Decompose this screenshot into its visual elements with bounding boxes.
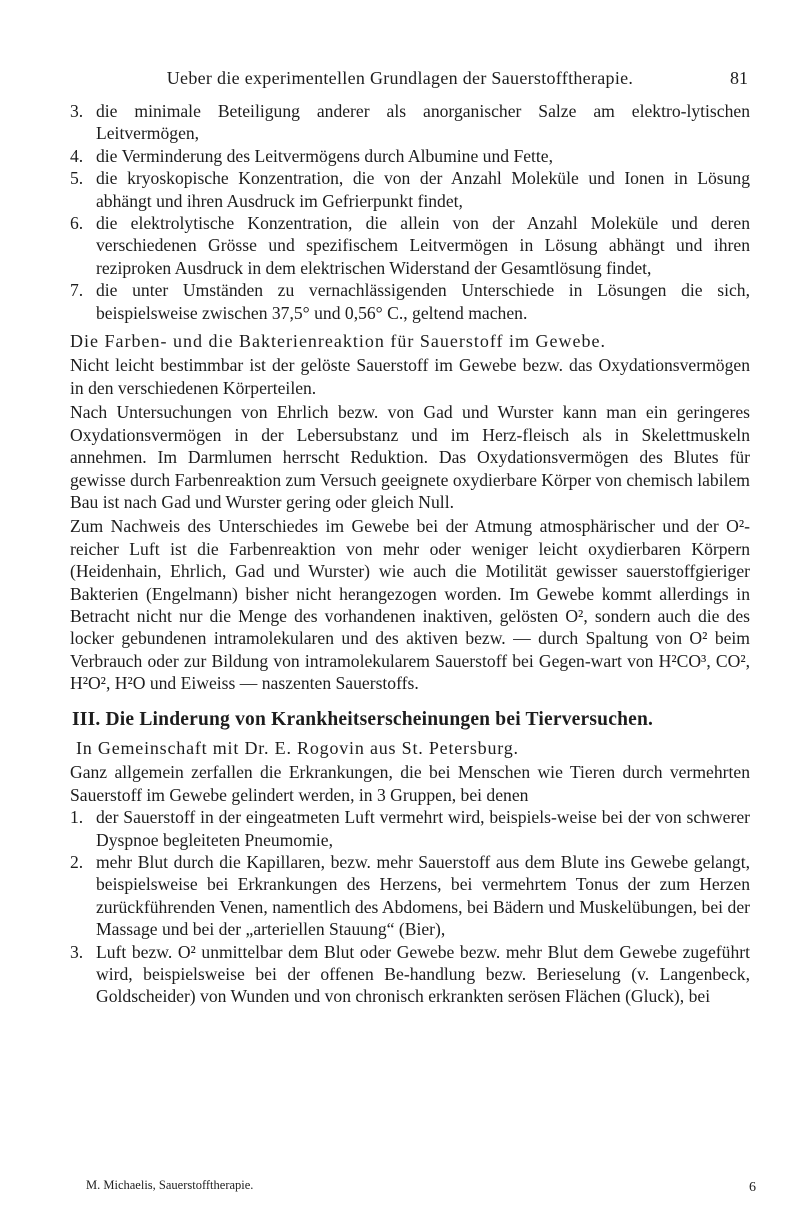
list-item	[70, 279, 750, 324]
list-item	[70, 212, 750, 279]
paragraph: Nach Untersuchungen von Ehrlich bezw. von Gad und Wurster kann man ein geringeres Oxydationsvermögen in der Lebersubstanz und im Herz-fleisch als in Skelettmuskeln annehmen. Im Darmlumen herrscht Reduktion. Das Oxydationsvermögen des Blutes für gewisse durch Farbenreaktion zum Versuch geeignete oxydierbare Körper von chemisch labilem Bau ist nach Gad und Wurster gering oder gleich Null.	[70, 402, 750, 512]
list-number: 3.	[70, 101, 84, 121]
signature-mark: 6	[749, 1180, 756, 1195]
footer-author-book: M. Michaelis, Sauerstofftherapie.	[86, 1178, 254, 1192]
list-item	[70, 851, 750, 941]
list-number: 3.	[70, 941, 84, 962]
page-number: 81	[730, 68, 748, 88]
chapter-heading: III. Die Linderung von Krankheitserscheinungen bei Tierversuchen.	[72, 708, 654, 730]
list-number: 2.	[70, 852, 84, 872]
list-item	[70, 167, 750, 212]
list-number: 7.	[70, 280, 84, 301]
list-text: die kryoskopische Konzentration, die von der Anzahl Moleküle und Ionen in Lösung abhängt und ihren Ausdruck im Gefrierpunkt findet,	[96, 168, 750, 211]
intro-paragraph: Ganz allgemein zerfallen die Erkrankungen, die bei Menschen wie Tieren durch vermehrten Sauerstoff im Gewebe gelindert werden, in 3 Gruppen, bei denen	[70, 762, 750, 805]
list-number: 5.	[70, 168, 84, 189]
list-item	[70, 100, 750, 145]
running-header	[0, 68, 800, 92]
list-number: 6.	[70, 213, 84, 234]
numbered-list-1	[70, 100, 750, 324]
list-text: mehr Blut durch die Kapillaren, bezw. mehr Sauerstoff aus dem Blute ins Gewebe gelangt, beispielsweise bei Erkrankungen des Herzens, bei vermehrtem Tonus der zum Herzen zurückführenden Venen, namentlich des Abdomens, bei Bädern und Muskelübungen, bei der Massage und bei der „arteriellen Stauung“ (Bier),	[96, 852, 750, 940]
list-text: Luft bezw. O² unmittelbar dem Blut oder Gewebe bezw. mehr Blut dem Gewebe zugeführt wird, beispielsweise bei der offenen Be-handlung bezw. Berieselung (v. Langenbeck, Goldscheider) von Wunden und von chronisch erkrankten serösen Flächen (Gluck), bei	[96, 941, 750, 1007]
list-text: die unter Umständen zu vernachlässigenden Unterschiede in Lösungen die sich, beispielsweise zwischen 37,5° und 0,56° C., geltend machen.	[96, 280, 750, 323]
list-number: 1.	[70, 807, 84, 828]
paragraph: Zum Nachweis des Unterschiedes im Gewebe bei der Atmung atmosphärischer und der O²-reicher Luft ist die Farbenreaktion von mehr oder weniger leicht oxydierbaren Körpern (Heidenhain, Ehrlich, Gad und Wurster) wie auch die Motilität gewisser sauerstoffgieriger Bakterien (Engelmann) bisher nicht herangezogen worden. Im Gewebe kommt allerdings in Betracht nicht nur die Menge des vorhandenen inaktiven, gelösten O², sondern auch die des locker gebundenen intramolekularen und des aktiven bezw. — durch Spaltung von O² beim Verbrauch oder zur Bildung von intramolekularem Sauerstoff bei Gegen-wart von H²CO³, CO², H²O², H²O und Eiweiss — naszenten Sauerstoffs.	[70, 516, 750, 694]
list-text: der Sauerstoff in der eingeatmeten Luft vermehrt wird, beispiels-weise bei der von schwerer Dyspnoe begleiteten Pneumomie,	[96, 807, 750, 850]
list-text: die Verminderung des Leitvermögens durch Albumine und Fette,	[96, 145, 554, 166]
paragraph: Nicht leicht bestimmbar ist der gelöste Sauerstoff im Gewebe bezw. das Oxydationsvermögen in den verschiedenen Körperteilen.	[70, 355, 750, 398]
numbered-list-2	[70, 806, 750, 1008]
list-number: 4.	[70, 145, 84, 166]
header-title: Ueber die experimentellen Grundlagen der Sauerstofftherapie.	[166, 68, 634, 88]
coauthor-line: In Gemeinschaft mit Dr. E. Rogovin aus St. Petersburg.	[76, 737, 519, 758]
list-item	[70, 806, 750, 851]
list-text: die elektrolytische Konzentration, die allein von der Anzahl Moleküle und deren verschiedenen Grösse und spezifischem Leitvermögen in Lösung abhängt und ihren reziproken Ausdruck in dem elektrischen Widerstand der Gesamtlösung findet,	[96, 213, 750, 278]
page-body	[70, 100, 750, 1008]
section-heading: Die Farben- und die Bakterienreaktion für Sauerstoff im Gewebe.	[70, 331, 607, 352]
list-item	[70, 941, 750, 1008]
list-text: die minimale Beteiligung anderer als anorganischer Salze am elektro-lytischen Leitvermögen,	[96, 101, 750, 144]
list-item	[70, 145, 750, 167]
